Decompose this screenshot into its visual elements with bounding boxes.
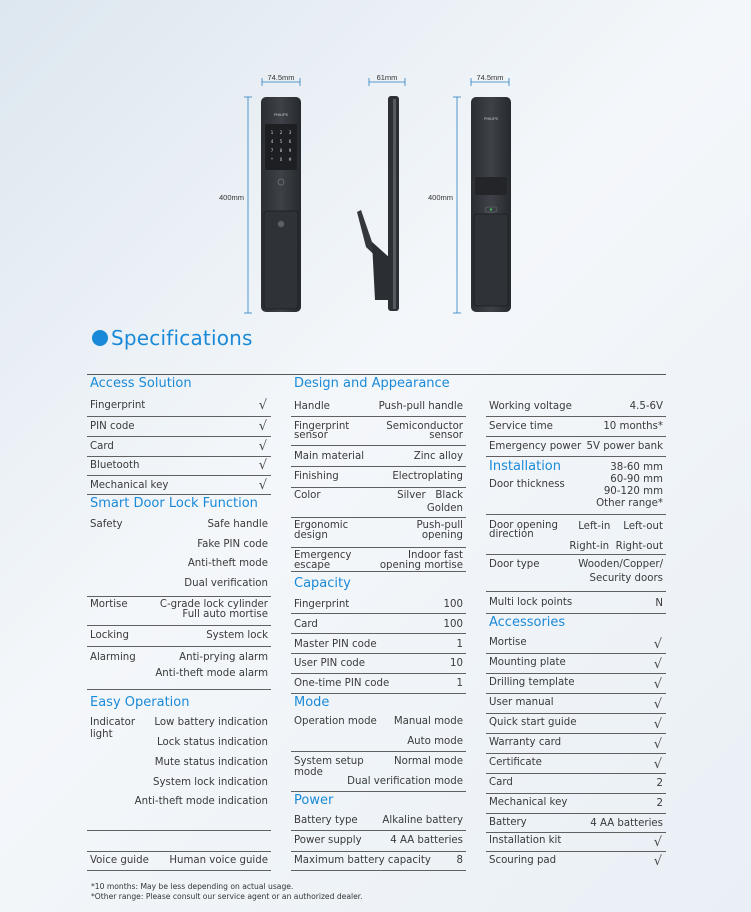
spec-value: 8 xyxy=(456,855,463,866)
spec-label: Card xyxy=(489,777,513,788)
table-top-rule xyxy=(87,374,666,375)
spec-value: Semiconductor xyxy=(386,421,463,432)
spec-label: Master PIN code xyxy=(294,639,377,650)
key-5: 5 xyxy=(279,139,283,144)
check-icon: √ xyxy=(653,677,662,692)
spec-label: Installation kit xyxy=(489,835,562,846)
section-capacity: Capacity xyxy=(294,576,351,591)
spec-label: Scouring pad xyxy=(489,855,557,866)
check-icon: √ xyxy=(258,419,267,434)
spec-value: 1 xyxy=(456,678,463,689)
spec-label: Certificate xyxy=(489,757,542,768)
spec-row-operation-mode xyxy=(291,712,466,752)
spec-value: Push-pull handle xyxy=(378,401,463,412)
spec-value: 100 xyxy=(443,619,463,630)
spec-label: Emergency power xyxy=(489,441,582,452)
spec-row xyxy=(486,754,666,774)
spec-row xyxy=(486,734,666,754)
spec-row-service xyxy=(486,417,666,437)
spec-row-voltage xyxy=(486,393,666,417)
spec-label: Locking xyxy=(90,630,129,641)
spec-row-setup-mode xyxy=(291,752,466,792)
spec-row xyxy=(87,437,271,457)
spec-label: Drilling template xyxy=(489,677,575,688)
spec-row xyxy=(87,393,271,417)
check-icon: √ xyxy=(653,637,662,652)
spec-label: Emergency xyxy=(294,550,352,561)
spec-label: Quick start guide xyxy=(489,717,577,728)
section-installation: Installation xyxy=(489,459,562,474)
key-0: 0 xyxy=(279,157,283,162)
spec-row xyxy=(291,852,466,871)
spec-row-door-type xyxy=(486,555,666,592)
spec-label: Handle xyxy=(294,401,330,412)
brand-logo-front: PHILIPS xyxy=(274,113,288,117)
spec-label: Multi lock points xyxy=(489,597,573,608)
spec-row xyxy=(486,674,666,694)
spec-value: Mute status indication xyxy=(154,757,268,768)
spec-row xyxy=(486,774,666,794)
spec-row xyxy=(486,714,666,734)
spec-row xyxy=(87,476,271,495)
spec-value: Anti-prying alarm xyxy=(179,652,268,663)
spec-value: Human voice guide xyxy=(169,855,268,866)
side-view xyxy=(357,73,405,311)
spec-value: Right-in Right-out xyxy=(569,541,663,552)
spec-label: light xyxy=(90,729,113,740)
key-4: 4 xyxy=(270,139,274,144)
spec-value: 5V power bank xyxy=(586,441,663,452)
section-power: Power xyxy=(294,793,334,808)
spec-row-door-thickness xyxy=(486,457,666,515)
spec-label: Power supply xyxy=(294,835,362,846)
spec-value: Indoor fast xyxy=(408,550,463,561)
spec-row-empty xyxy=(87,831,271,852)
key-7: 7 xyxy=(270,148,274,153)
brand-logo-back: PHILIPS xyxy=(484,117,498,121)
spec-value: Manual mode xyxy=(393,716,463,727)
check-icon: √ xyxy=(653,835,662,850)
spec-label: One-time PIN code xyxy=(294,678,390,689)
spec-label: Alarming xyxy=(90,652,136,663)
spec-label: Voice guide xyxy=(90,855,149,866)
spec-value: 60-90 mm xyxy=(610,474,663,485)
spec-row xyxy=(486,852,666,871)
spec-value: 10 months* xyxy=(603,421,663,432)
front-width-label: 74.5mm xyxy=(267,73,295,82)
spec-label: Mortise xyxy=(489,637,527,648)
spec-value: 1 xyxy=(456,639,463,650)
spec-label: Card xyxy=(294,619,318,630)
spec-value: 4 AA batteries xyxy=(590,818,663,829)
spec-value: Left-in Left-out xyxy=(578,521,663,532)
spec-label: Bluetooth xyxy=(90,460,140,471)
spec-value: Anti-theft mode xyxy=(187,558,268,569)
spec-label: Mechanical key xyxy=(90,480,169,491)
spec-row xyxy=(486,634,666,654)
spec-row xyxy=(486,654,666,674)
spec-label: Ergonomic xyxy=(294,520,349,531)
spec-value: Wooden/Copper/ xyxy=(578,559,663,570)
check-icon: √ xyxy=(258,439,267,454)
check-icon: √ xyxy=(258,398,267,413)
front-view xyxy=(219,73,301,313)
spec-label: Card xyxy=(90,441,114,452)
spec-label: Fingerprint xyxy=(90,400,146,411)
spec-value: Silver Black xyxy=(397,490,463,501)
spec-label: Maximum battery capacity xyxy=(294,855,431,866)
spec-label: Door opening xyxy=(489,520,558,531)
back-view xyxy=(428,73,511,313)
spec-value: Normal mode xyxy=(394,756,463,767)
spec-row xyxy=(291,674,466,694)
check-icon: √ xyxy=(653,697,662,712)
spec-row-alarming xyxy=(87,647,271,690)
specifications-heading xyxy=(92,326,253,350)
spec-value: N xyxy=(655,598,663,609)
key-2: 2 xyxy=(279,130,283,135)
section-mode: Mode xyxy=(294,695,330,710)
spec-value: 2 xyxy=(656,778,663,789)
check-icon: √ xyxy=(258,478,267,493)
spec-row xyxy=(87,417,271,437)
spec-row-finishing xyxy=(291,467,466,488)
spec-label: direction xyxy=(489,529,534,540)
spec-value: 90-120 mm xyxy=(603,486,663,497)
spec-row xyxy=(291,654,466,674)
spec-row-material xyxy=(291,446,466,467)
spec-label: Warranty card xyxy=(489,737,562,748)
spec-row xyxy=(87,457,271,476)
key-hash: # xyxy=(288,157,292,162)
spec-value: Electroplating xyxy=(392,471,463,482)
back-width-label: 74.5mm xyxy=(476,73,504,82)
spec-value: 100 xyxy=(443,599,463,610)
front-height-label: 400mm xyxy=(218,193,244,202)
spec-value: 4.5-6V xyxy=(629,401,663,412)
spec-label: Fingerprint xyxy=(294,421,350,432)
spec-label: Fingerprint xyxy=(294,599,350,610)
section-access-solution: Access Solution xyxy=(90,376,192,391)
heading-text: Specifications xyxy=(111,326,253,350)
section-accessories: Accessories xyxy=(489,615,566,630)
spec-row-voice xyxy=(87,852,271,871)
spec-row xyxy=(291,811,466,831)
check-icon: √ xyxy=(653,657,662,672)
spec-row-opening-direction xyxy=(486,515,666,555)
spec-value: 10 xyxy=(450,658,463,669)
spec-value: Zinc alloy xyxy=(413,451,463,462)
spec-label: User PIN code xyxy=(294,658,366,669)
key-3: 3 xyxy=(288,130,292,135)
spec-value: Lock status indication xyxy=(157,737,268,748)
spec-label: Door type xyxy=(489,559,540,570)
spec-value: System lock xyxy=(206,630,268,641)
spec-row-multi-lock xyxy=(486,592,666,614)
spec-value: C-grade lock cylinder xyxy=(159,599,268,610)
spec-label: Safety xyxy=(90,519,123,530)
key-8: 8 xyxy=(279,148,283,153)
spec-value: Golden xyxy=(426,503,463,514)
spec-value: Safe handle xyxy=(207,519,268,530)
check-icon: √ xyxy=(258,458,267,473)
spec-value: Other range* xyxy=(596,498,663,509)
spec-label: Mortise xyxy=(90,599,128,610)
spec-label: System setup xyxy=(294,756,364,767)
spec-row xyxy=(291,614,466,634)
section-design-appearance: Design and Appearance xyxy=(294,376,450,391)
back-height-label: 400mm xyxy=(427,193,453,202)
spec-value: Anti-theft mode indication xyxy=(134,796,268,807)
spec-label: PIN code xyxy=(90,421,135,432)
footnote-other-range: *Other range: Please consult our service agent or an authorized dealer. xyxy=(91,892,363,901)
check-icon: √ xyxy=(653,717,662,732)
spec-value: Fake PIN code xyxy=(197,539,268,550)
spec-label: Color xyxy=(294,490,321,501)
spec-value: 2 xyxy=(656,798,663,809)
spec-label: Battery type xyxy=(294,815,358,826)
spec-row-emergency xyxy=(291,548,466,572)
spec-value: sensor xyxy=(429,430,463,441)
check-icon: √ xyxy=(653,737,662,752)
spec-row xyxy=(486,794,666,814)
spec-row-ergonomic xyxy=(291,518,466,548)
product-dimension-diagram xyxy=(0,0,751,320)
spec-label: Mounting plate xyxy=(489,657,566,668)
spec-label: Service time xyxy=(489,421,553,432)
footnote-service-time: *10 months: May be less depending on actual usage. xyxy=(91,882,294,891)
spec-value: Security doors xyxy=(589,573,663,584)
spec-label: Mechanical key xyxy=(489,797,568,808)
spec-value: Dual verification mode xyxy=(347,776,463,787)
spec-row xyxy=(291,594,466,614)
spec-label: Indicator xyxy=(90,717,136,728)
spec-label: Finishing xyxy=(294,471,339,482)
spec-label: design xyxy=(294,530,328,541)
spec-value: System lock indication xyxy=(153,777,268,788)
spec-row xyxy=(486,694,666,714)
spec-value: Push-pull xyxy=(416,520,463,531)
check-icon: √ xyxy=(653,854,662,869)
spec-row xyxy=(486,814,666,833)
spec-value: opening mortise xyxy=(379,560,463,571)
key-9: 9 xyxy=(288,148,292,153)
spec-row-locking xyxy=(87,626,271,647)
spec-label: mode xyxy=(294,767,323,778)
spec-row-indicator xyxy=(87,712,271,831)
spec-label: Battery xyxy=(489,817,527,828)
spec-row-handle xyxy=(291,393,466,417)
spec-label: Main material xyxy=(294,451,365,462)
spec-row-fp-sensor xyxy=(291,417,466,446)
check-icon: √ xyxy=(653,757,662,772)
spec-label: Door thickness xyxy=(489,479,565,490)
spec-row-mortise xyxy=(87,597,271,626)
spec-label: Operation mode xyxy=(294,716,377,727)
spec-label: sensor xyxy=(294,430,328,441)
spec-value: 38-60 mm xyxy=(610,462,663,473)
spec-row-color xyxy=(291,488,466,518)
spec-row-safety xyxy=(87,514,271,597)
spec-label: Working voltage xyxy=(489,401,572,412)
spec-row xyxy=(291,831,466,852)
spec-label: escape xyxy=(294,560,331,571)
spec-value: 4 AA batteries xyxy=(390,835,463,846)
spec-row-emergency-power xyxy=(486,437,666,457)
heading-bullet-icon xyxy=(92,330,108,346)
key-1: 1 xyxy=(270,130,274,135)
section-smart-door-lock: Smart Door Lock Function xyxy=(90,496,258,511)
side-depth-label: 61mm xyxy=(376,73,398,82)
spec-value: Low battery indication xyxy=(154,717,268,728)
footnotes xyxy=(91,882,363,902)
spec-row xyxy=(291,634,466,654)
key-6: 6 xyxy=(288,139,292,144)
section-easy-operation: Easy Operation xyxy=(90,695,190,710)
spec-value: Alkaline battery xyxy=(382,815,463,826)
key-star: * xyxy=(271,157,273,162)
spec-value: Auto mode xyxy=(407,736,463,747)
spec-value: opening xyxy=(421,530,463,541)
spec-row xyxy=(486,833,666,852)
spec-label: User manual xyxy=(489,697,554,708)
spec-value: Dual verification xyxy=(184,578,268,589)
spec-value: Full auto mortise xyxy=(182,609,268,620)
spec-value: Anti-theft mode alarm xyxy=(155,668,268,679)
